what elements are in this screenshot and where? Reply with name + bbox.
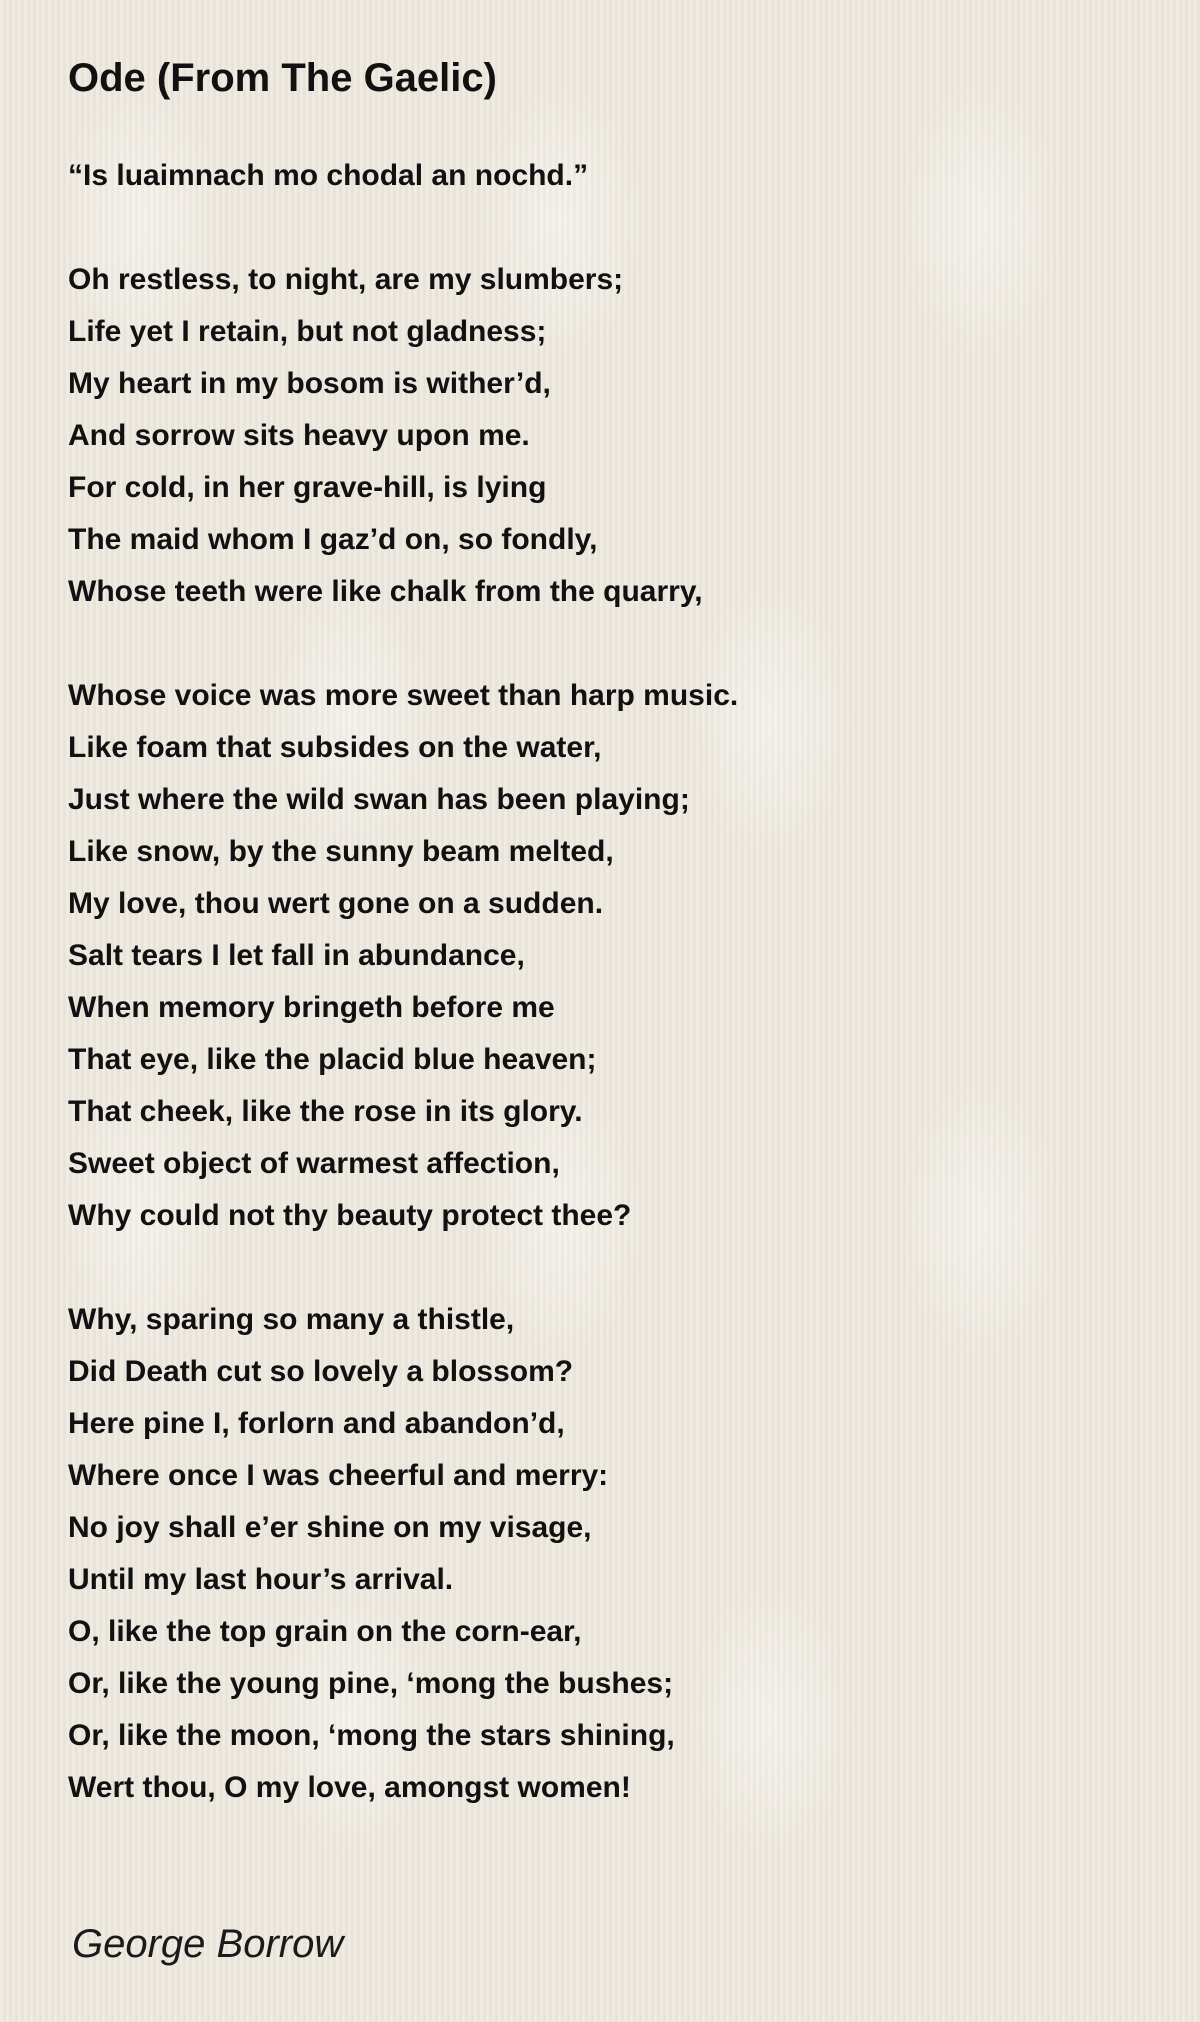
- poem-line: Oh restless, to night, are my slumbers;: [68, 263, 624, 296]
- poem-container: [68, 48, 1148, 1814]
- poem-line: Where once I was cheerful and merry:: [68, 1459, 609, 1492]
- poem-line: Or, like the young pine, ‘mong the bushes;: [68, 1667, 674, 1700]
- poem-title: Ode (From The Gaelic): [68, 56, 497, 100]
- poem-line: Salt tears I let fall in abundance,: [68, 939, 525, 972]
- poem-line: That cheek, like the rose in its glory.: [68, 1095, 583, 1128]
- poem-line: Here pine I, forlorn and abandon’d,: [68, 1407, 565, 1440]
- poem-line: Wert thou, O my love, amongst women!: [68, 1771, 631, 1804]
- stanza-break: [68, 618, 1148, 670]
- poem-line: Or, like the moon, ‘mong the stars shining,: [68, 1719, 675, 1752]
- poem-line: Why, sparing so many a thistle,: [68, 1303, 515, 1336]
- stanza-break: [68, 1242, 1148, 1294]
- poem-epigraph: “Is luaimnach mo chodal an nochd.”: [68, 159, 589, 192]
- poem-line: My heart in my bosom is wither’d,: [68, 367, 551, 400]
- stanza: [68, 254, 1148, 618]
- poem-line: That eye, like the placid blue heaven;: [68, 1043, 597, 1076]
- poem-line: For cold, in her grave-hill, is lying: [68, 471, 547, 504]
- poem-line: And sorrow sits heavy upon me.: [68, 419, 530, 452]
- poem-line: Sweet object of warmest affection,: [68, 1147, 560, 1180]
- poem-line: Until my last hour’s arrival.: [68, 1563, 454, 1596]
- poem-line: The maid whom I gaz’d on, so fondly,: [68, 523, 598, 556]
- poem-line: No joy shall e’er shine on my visage,: [68, 1511, 592, 1544]
- stanza-break: [68, 202, 1148, 254]
- poem-line: Did Death cut so lovely a blossom?: [68, 1355, 574, 1388]
- poem-line: Whose teeth were like chalk from the quarry,: [68, 575, 703, 608]
- poem-line: Whose voice was more sweet than harp music.: [68, 679, 739, 712]
- poem-line: Like foam that subsides on the water,: [68, 731, 602, 764]
- poem-line: When memory bringeth before me: [68, 991, 555, 1024]
- poem-line: Like snow, by the sunny beam melted,: [68, 835, 614, 868]
- poem-author: George Borrow: [72, 1922, 344, 1966]
- stanza: [68, 670, 1148, 1242]
- poem-line: My love, thou wert gone on a sudden.: [68, 887, 604, 920]
- poem-line: Why could not thy beauty protect thee?: [68, 1199, 632, 1232]
- poem-line: Just where the wild swan has been playing;: [68, 783, 690, 816]
- stanza: [68, 1294, 1148, 1814]
- poem-line: O, like the top grain on the corn-ear,: [68, 1615, 582, 1648]
- poem-body: [68, 150, 1148, 1814]
- poem-line: Life yet I retain, but not gladness;: [68, 315, 547, 348]
